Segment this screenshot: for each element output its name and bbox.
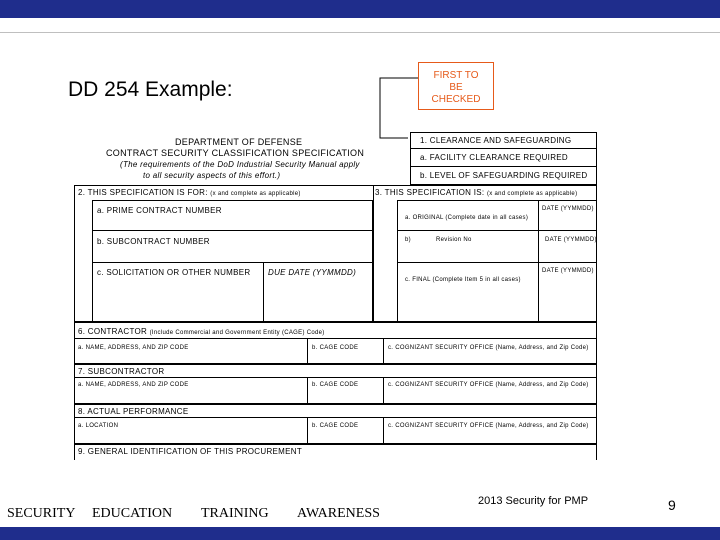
subcontractor-title: 7. SUBCONTRACTOR xyxy=(78,367,165,376)
performance-c: c. COGNIZANT SECURITY OFFICE (Name, Address, and Zip Code) xyxy=(388,423,589,429)
spec-is-col-divider xyxy=(538,200,539,322)
due-date-label: DUE DATE (YYMMDD) xyxy=(268,268,357,277)
subcontractor-col-2 xyxy=(383,377,384,404)
spec-for-col-divider xyxy=(263,262,264,322)
contractor-note: (Include Commercial and Government Entity (CAGE) Code) xyxy=(149,330,325,336)
callout-line-3: CHECKED xyxy=(431,94,481,105)
spec-is-row-divider-1 xyxy=(397,230,597,231)
callout-line-1: FIRST TO xyxy=(433,70,479,81)
slide-title: DD 254 Example: xyxy=(68,78,233,101)
subcontractor-col-1 xyxy=(307,377,308,404)
spec-for-row-divider-2 xyxy=(92,262,373,263)
revised-label: b) xyxy=(405,237,411,243)
performance-a: a. LOCATION xyxy=(78,423,119,429)
subcontractor-a: a. NAME, ADDRESS, AND ZIP CODE xyxy=(78,382,189,388)
callout-line-2: BE xyxy=(449,82,463,93)
spec-for-row-divider-1 xyxy=(92,230,373,231)
contractor-title-text: 6. CONTRACTOR xyxy=(78,327,148,336)
subcontract-label: b. SUBCONTRACT NUMBER xyxy=(97,237,210,246)
footer-security: SECURITY xyxy=(7,506,76,521)
revision-no-label: Revision No xyxy=(436,237,472,243)
performance-col-2 xyxy=(383,417,384,444)
spec-for-inner-box xyxy=(92,200,373,322)
form-header-line4: to all security aspects of this effort.) xyxy=(143,171,281,180)
spec-for-note: (x and complete as applicable) xyxy=(210,191,301,197)
footer-training: TRAINING xyxy=(201,506,269,521)
original-label: a. ORIGINAL (Complete date in all cases) xyxy=(405,215,529,221)
general-title: 9. GENERAL IDENTIFICATION OF THIS PROCUREMENT xyxy=(78,447,303,456)
clearance-divider-2 xyxy=(410,166,597,167)
clearance-a: a. FACILITY CLEARANCE REQUIRED xyxy=(420,153,568,162)
contractor-a: a. NAME, ADDRESS, AND ZIP CODE xyxy=(78,345,189,351)
contractor-title xyxy=(78,327,325,336)
form-header-line2: CONTRACT SECURITY CLASSIFICATION SPECIFICATION xyxy=(106,148,365,158)
clearance-b: b. LEVEL OF SAFEGUARDING REQUIRED xyxy=(420,171,588,180)
page-number: 9 xyxy=(668,497,676,513)
form-header-line1: DEPARTMENT OF DEFENSE xyxy=(175,137,303,147)
final-label: c. FINAL (Complete Item 5 in all cases) xyxy=(405,277,521,283)
performance-col-1 xyxy=(307,417,308,444)
performance-title: 8. ACTUAL PERFORMANCE xyxy=(78,407,189,416)
spec-is-title-text: 3. THIS SPECIFICATION IS: xyxy=(375,188,485,197)
spec-for-title-text: 2. THIS SPECIFICATION IS FOR: xyxy=(78,188,208,197)
subcontractor-c: c. COGNIZANT SECURITY OFFICE (Name, Address, and Zip Code) xyxy=(388,382,589,388)
footer-awareness: AWARENESS xyxy=(297,506,380,521)
first-checked-callout xyxy=(418,62,494,110)
slide-caption: 2013 Security for PMP xyxy=(478,495,589,507)
subcontractor-b: b. CAGE CODE xyxy=(312,382,359,388)
date-label-1: DATE (YYMMDD) xyxy=(542,206,594,212)
solicitation-label: c. SOLICITATION OR OTHER NUMBER xyxy=(97,268,251,277)
spec-is-row-divider-2 xyxy=(397,262,597,263)
performance-b: b. CAGE CODE xyxy=(312,423,359,429)
bottom-banner xyxy=(0,527,720,540)
contractor-col-1 xyxy=(307,338,308,364)
spec-for-title xyxy=(78,188,301,197)
contractor-divider xyxy=(74,338,597,339)
spec-is-title xyxy=(375,188,577,197)
contractor-b: b. CAGE CODE xyxy=(312,345,359,351)
spec-is-note: (x and complete as applicable) xyxy=(486,191,578,197)
performance-divider xyxy=(74,417,597,418)
clearance-title: 1. CLEARANCE AND SAFEGUARDING xyxy=(420,136,572,145)
footer-education: EDUCATION xyxy=(92,506,173,521)
spec-divider-v xyxy=(373,185,374,322)
date-label-2: DATE (YYMMDD) xyxy=(545,237,597,243)
subcontractor-divider xyxy=(74,377,597,378)
contractor-c: c. COGNIZANT SECURITY OFFICE (Name, Address, and Zip Code) xyxy=(388,345,589,351)
date-label-3: DATE (YYMMDD) xyxy=(542,268,594,274)
contractor-col-2 xyxy=(383,338,384,364)
prime-contract-label: a. PRIME CONTRACT NUMBER xyxy=(97,206,222,215)
form-header-line3: (The requirements of the DoD Industrial Security Manual apply xyxy=(120,160,360,169)
clearance-divider-1 xyxy=(410,148,597,149)
